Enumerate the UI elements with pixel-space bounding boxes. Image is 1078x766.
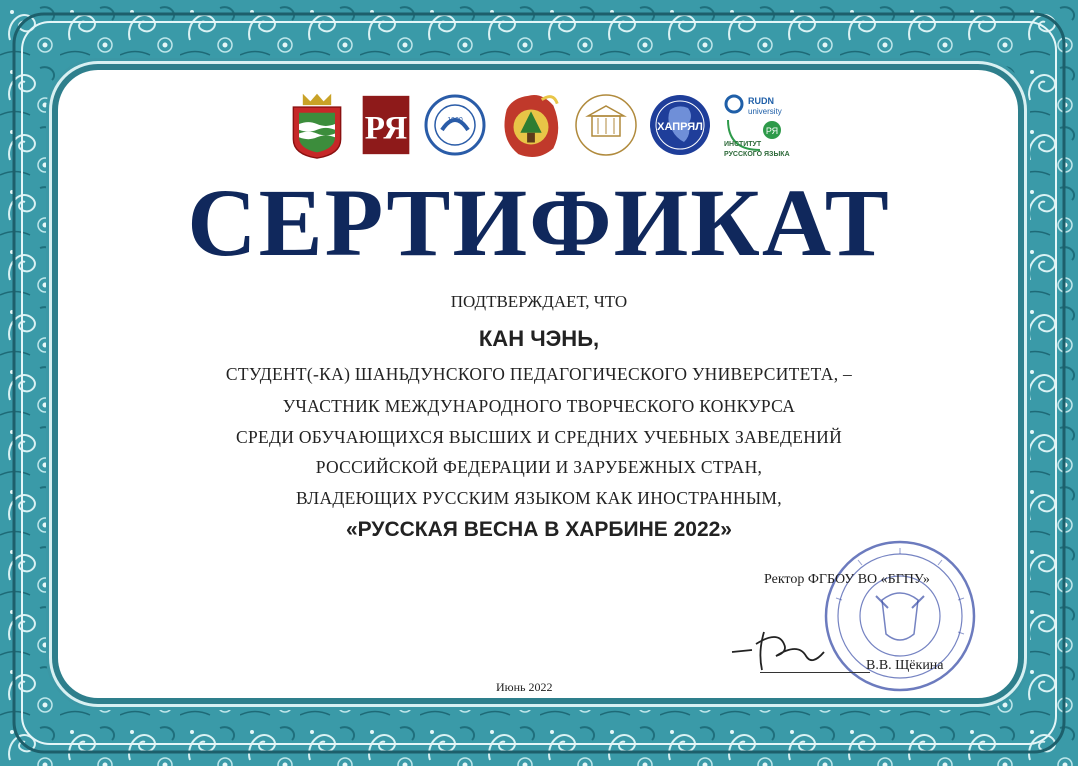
- rus-university-logo: [360, 90, 412, 160]
- russian-spring-harbin-emblem: [498, 90, 564, 160]
- certificate-title: СЕРТИФИКАТ: [187, 169, 891, 276]
- svg-text:university: university: [748, 107, 782, 116]
- svg-text:1900: 1900: [447, 117, 463, 124]
- confirms-text: ПОДТВЕРЖДАЕТ, ЧТО: [450, 292, 628, 311]
- rudn-institute-logo: [720, 90, 810, 160]
- rector-name: В.В. Щёкина: [866, 658, 944, 673]
- body-line: РОССИЙСКОЙ ФЕДЕРАЦИИ И ЗАРУБЕЖНЫХ СТРАН,: [315, 457, 763, 477]
- blagoveshchensk-pedagogical-university-logo: [574, 90, 638, 160]
- svg-text:ИНСТИТУТ: ИНСТИТУТ: [724, 141, 762, 148]
- svg-text:РЯ: РЯ: [364, 110, 408, 147]
- svg-text:РЯ: РЯ: [765, 126, 779, 136]
- recipient-name: КАН ЧЭНЬ,: [478, 326, 600, 351]
- body-line: СТУДЕНТ(-КА) ШАНЬДУНСКОГО ПЕДАГОГИЧЕСКОГО УНИВЕРСИТЕТА, –: [225, 364, 853, 384]
- rector-signature: [728, 622, 858, 682]
- body-line: УЧАСТНИК МЕЖДУНАРОДНОГО ТВОРЧЕСКОГО КОНКУРСА: [282, 396, 796, 416]
- event-title: «РУССКАЯ ВЕСНА В ХАРБИНЕ 2022»: [346, 518, 732, 541]
- chinese-university-seal: [424, 90, 486, 160]
- signature-line: [760, 672, 870, 673]
- rector-title: Ректор ФГБОУ ВО «БГПУ»: [764, 572, 930, 587]
- svg-text:ХАПРЯЛ: ХАПРЯЛ: [657, 121, 703, 133]
- haprial-logo: [648, 90, 712, 160]
- issue-date: Июнь 2022: [496, 680, 553, 694]
- body-line: ВЛАДЕЮЩИХ РУССКИМ ЯЗЫКОМ КАК ИНОСТРАННЫМ,: [296, 488, 782, 508]
- svg-text:РУССКОГО ЯЗЫКА: РУССКОГО ЯЗЫКА: [724, 151, 790, 158]
- amur-region-coat-of-arms: [288, 90, 346, 160]
- logos-row: [288, 90, 808, 166]
- svg-text:RUDN: RUDN: [748, 96, 774, 106]
- body-line: СРЕДИ ОБУЧАЮЩИХСЯ ВЫСШИХ И СРЕДНИХ УЧЕБНЫХ ЗАВЕДЕНИЙ: [235, 427, 843, 447]
